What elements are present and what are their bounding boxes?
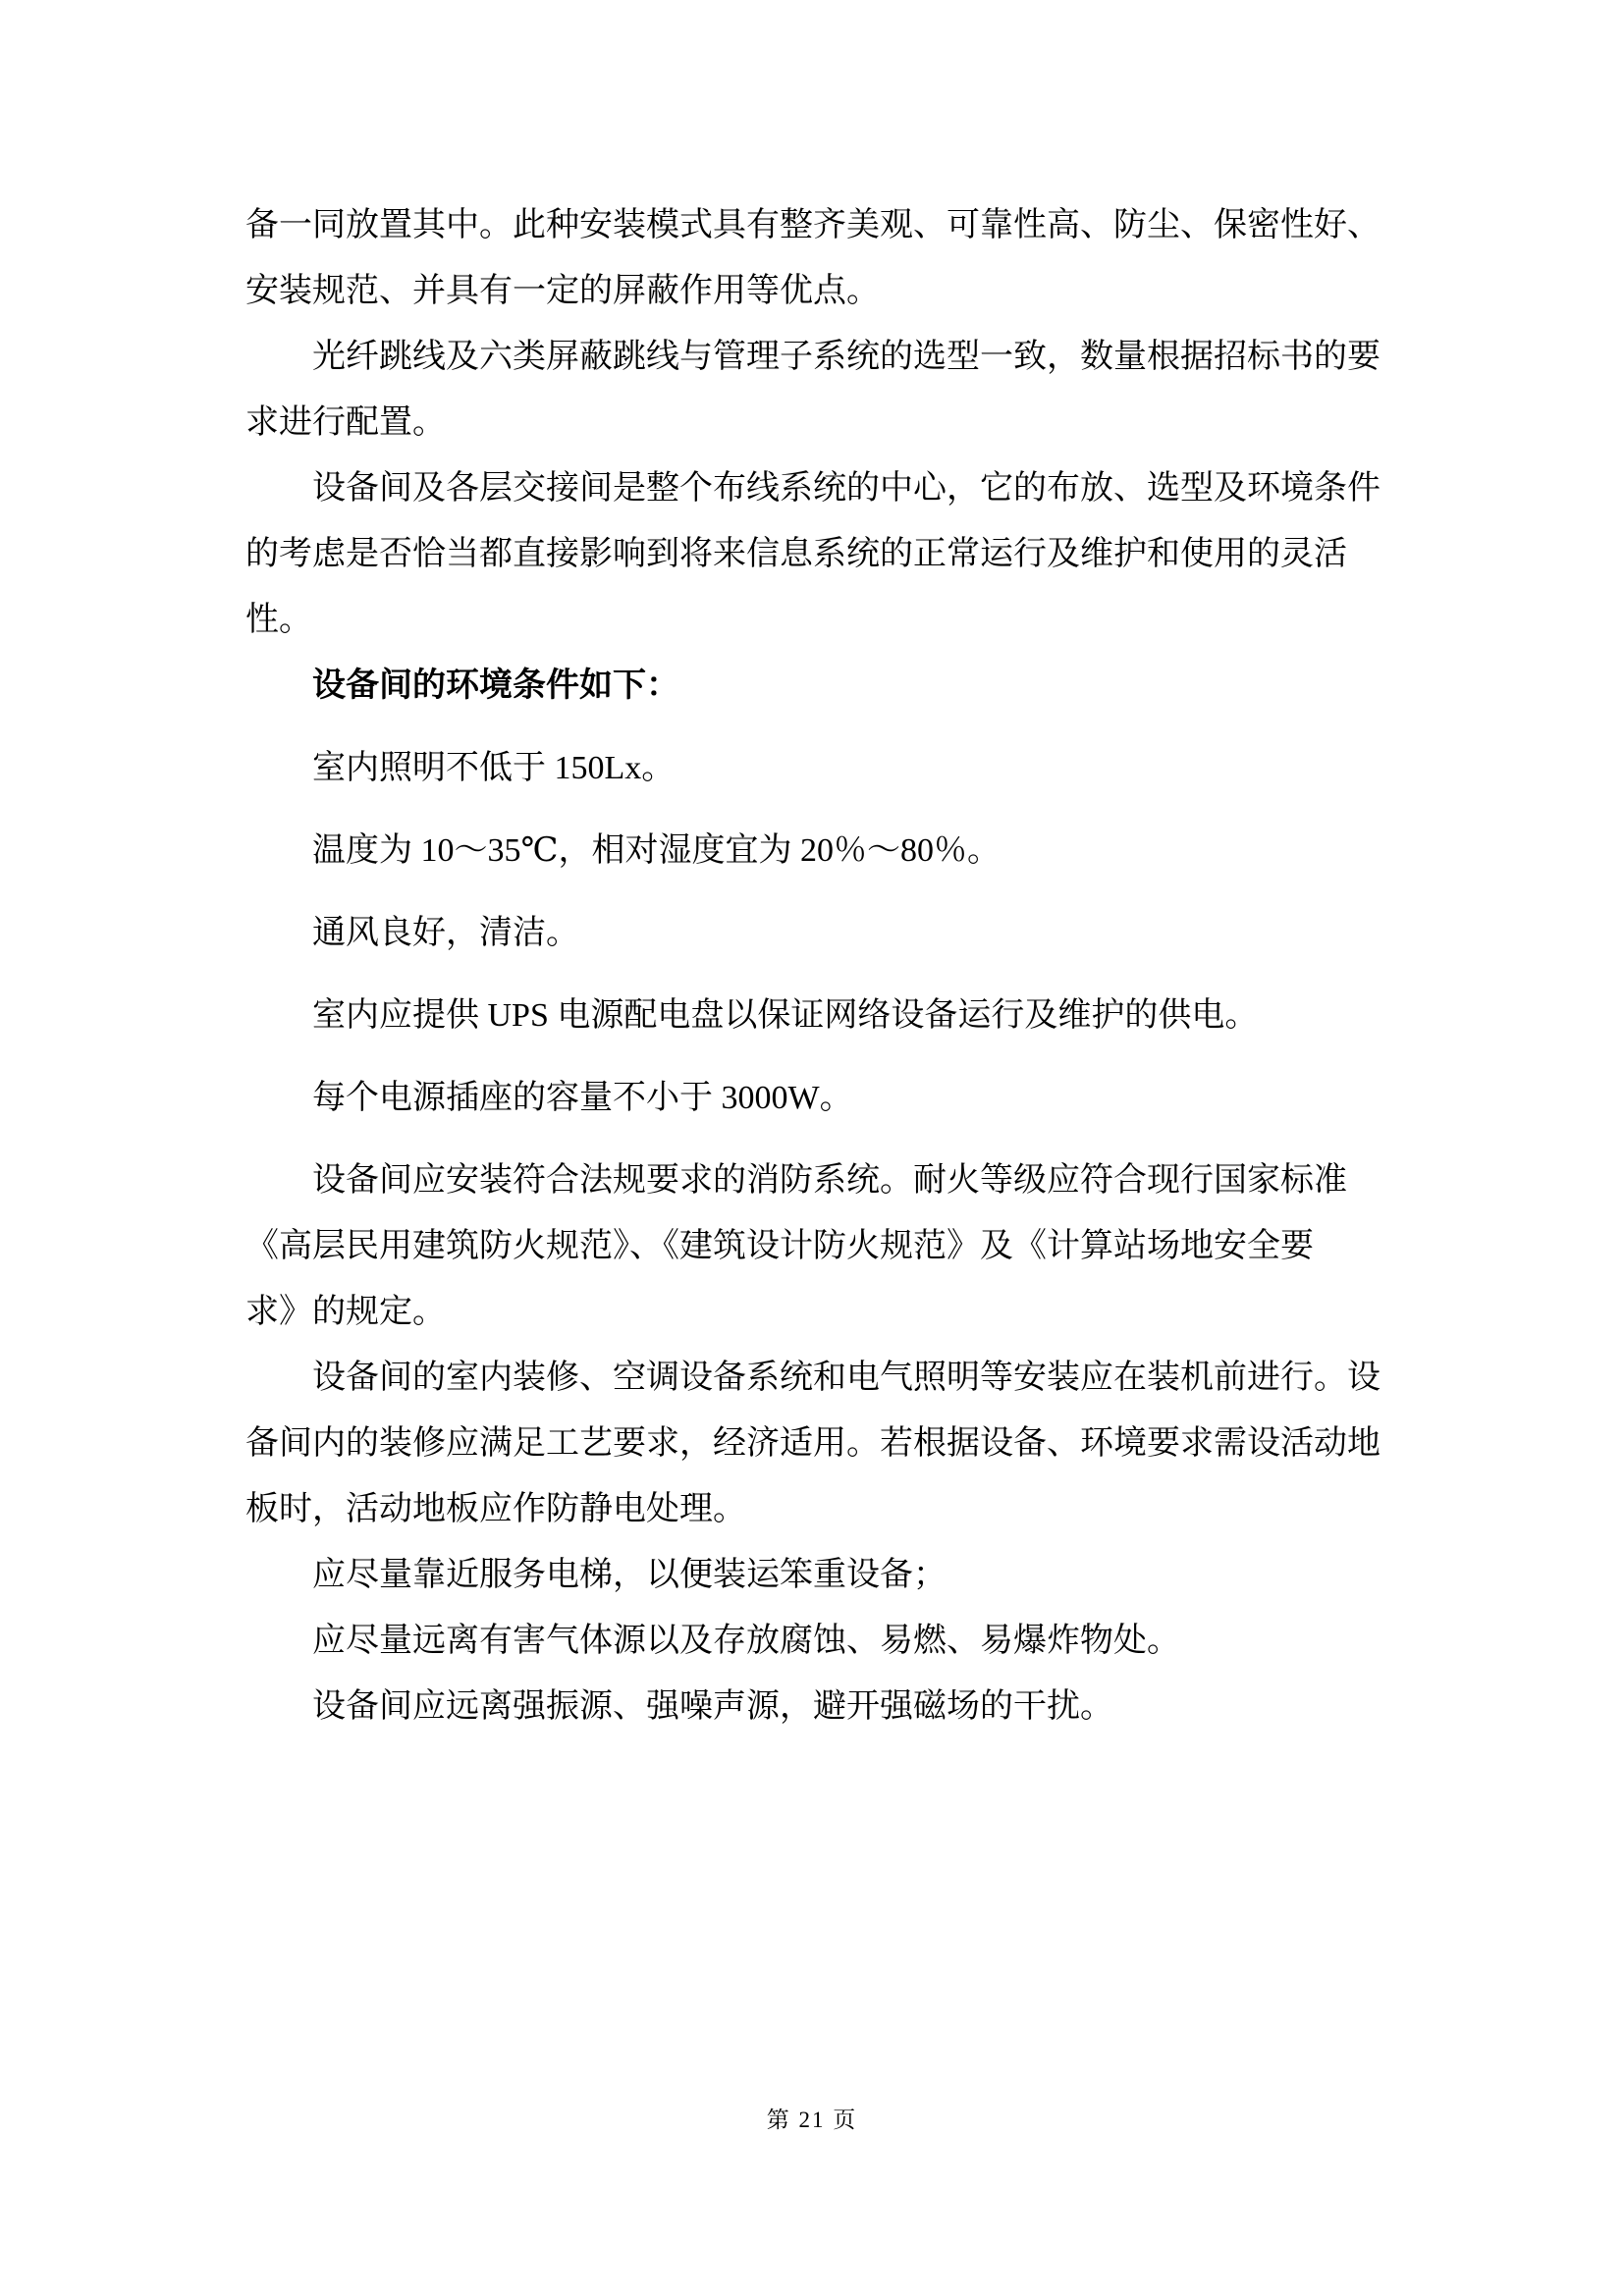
text-line: 应尽量靠近服务电梯，以便装运笨重设备；	[312, 1557, 947, 1593]
text-line: 备间内的装修应满足工艺要求，经济适用。若根据设备、环境要求需设活动地	[245, 1425, 1380, 1462]
condition-item-socket-capacity	[245, 1065, 1384, 1131]
text-line: 温度为 10～35℃，相对湿度宜为 20％～80％。	[312, 832, 1001, 869]
text-line: 求》的规定。	[245, 1294, 446, 1330]
text-line: 设备间应安装符合法规要求的消防系统。耐火等级应符合现行国家标准	[312, 1162, 1347, 1199]
text-line: 室内照明不低于 150Lx。	[312, 750, 676, 786]
paragraph-fire-protection	[245, 1148, 1384, 1345]
text-line: 应尽量远离有害气体源以及存放腐蚀、易燃、易爆炸物处。	[312, 1623, 1180, 1659]
condition-item-ups-power	[245, 983, 1384, 1048]
paragraph-install-mode	[245, 192, 1384, 324]
text-line: 光纤跳线及六类屏蔽跳线与管理子系统的选型一致，数量根据招标书的要	[312, 339, 1380, 375]
text-line: 设备间的室内装修、空调设备系统和电气照明等安装应在装机前进行。设	[312, 1360, 1380, 1396]
page-number: 第 21 页	[766, 2108, 858, 2132]
text-line: 的考虑是否恰当都直接影响到将来信息系统的正常运行及维护和使用的灵活	[245, 536, 1347, 572]
text-line: 每个电源插座的容量不小于 3000W。	[312, 1080, 853, 1116]
text-line: 设备间及各层交接间是整个布线系统的中心，它的布放、选型及环境条件	[312, 470, 1380, 507]
document-content	[245, 192, 1384, 1739]
paragraph-vibration-noise	[245, 1674, 1384, 1739]
text-line: 备一同放置其中。此种安装模式具有整齐美观、可靠性高、防尘、保密性好、	[245, 207, 1380, 243]
paragraph-equipment-room-center	[245, 455, 1384, 653]
page-footer	[0, 2101, 1624, 2140]
text-line: 室内应提供 UPS 电源配电盘以保证网络设备运行及维护的供电。	[312, 997, 1259, 1034]
section-heading-text: 设备间的环境条件如下：	[312, 667, 679, 704]
text-line: 通风良好，清洁。	[312, 915, 579, 951]
text-line: 《高层民用建筑防火规范》、《建筑设计防火规范》及《计算站场地安全要	[245, 1228, 1314, 1264]
condition-item-ventilation	[245, 900, 1384, 966]
text-line: 性。	[245, 602, 312, 638]
paragraph-fiber-jumpers	[245, 324, 1384, 455]
text-line: 安装规范、并具有一定的屏蔽作用等优点。	[245, 273, 880, 309]
condition-item-lighting	[245, 735, 1384, 801]
paragraph-service-elevator	[245, 1542, 1384, 1608]
text-line: 设备间应远离强振源、强噪声源，避开强磁场的干扰。	[312, 1688, 1113, 1725]
condition-item-temperature-humidity	[245, 818, 1384, 883]
section-heading-environment-conditions	[245, 653, 1384, 719]
paragraph-harmful-gases	[245, 1608, 1384, 1674]
text-line: 板时，活动地板应作防静电处理。	[245, 1491, 746, 1527]
text-line: 求进行配置。	[245, 404, 446, 441]
paragraph-interior-decoration	[245, 1345, 1384, 1542]
